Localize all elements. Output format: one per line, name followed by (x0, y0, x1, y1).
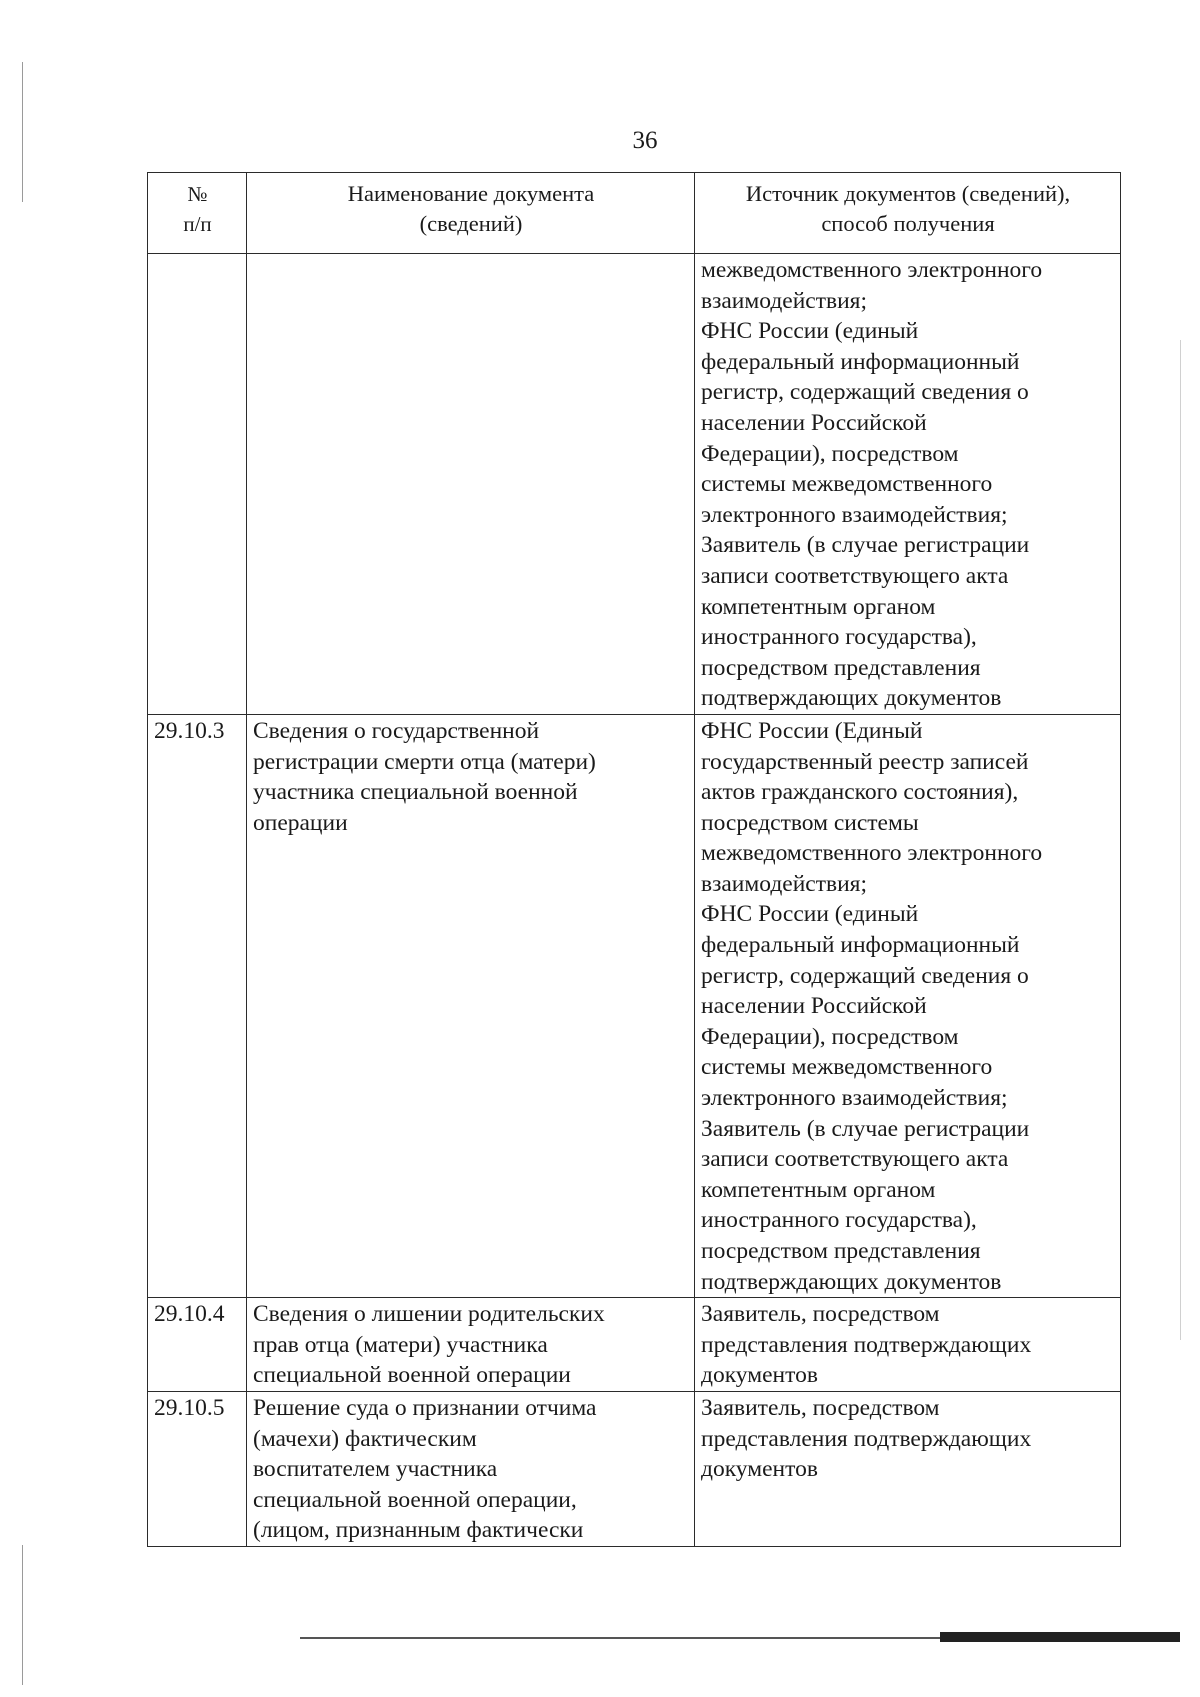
cell-line: межведомственного электронного (701, 257, 1043, 283)
scan-footer-bar (300, 1632, 1180, 1642)
row-document-name (247, 714, 695, 1297)
header-document-name (247, 173, 695, 254)
cell-line: Сведения о лишении родительских (253, 1301, 605, 1328)
row-number: 29.10.5 (148, 1391, 247, 1546)
documents-table (147, 172, 1121, 1547)
cell-line: актов гражданского состояния), (701, 779, 1019, 806)
cell-line: Федерации), посредством (701, 1023, 959, 1050)
footer-bar-thick (940, 1632, 1180, 1642)
footer-bar-thin (300, 1637, 940, 1639)
scan-margin-mark (22, 1545, 23, 1685)
cell-line: представления подтверждающих (701, 1425, 1032, 1452)
cell-line: Заявитель, посредством (701, 1301, 940, 1328)
cell-line: (мачехи) фактическим (253, 1425, 477, 1452)
cell-line: записи соответствующего акта (701, 562, 1009, 589)
cell-line: населении Российской (701, 409, 927, 436)
cell-line: Решение суда о признании отчима (253, 1394, 597, 1421)
row-source (695, 254, 1121, 715)
cell-line: взаимодействия; (701, 870, 868, 897)
table-row (148, 1391, 1121, 1546)
cell-line: Заявитель, посредством (701, 1394, 940, 1421)
cell-line: ФНС России (Единый (701, 717, 923, 744)
cell-line: иностранного государства), (701, 1207, 977, 1234)
cell-line: иностранного государства), (701, 624, 977, 651)
cell-line: регистрации смерти отца (матери) (253, 748, 596, 775)
cell-line: системы межведомственного (701, 471, 993, 498)
header-line: п/п (183, 212, 212, 236)
cell-line: специальной военной операции, (253, 1486, 577, 1513)
cell-line: операции (253, 809, 348, 836)
cell-line: подтверждающих документов (701, 1268, 1002, 1295)
row-document-name (247, 254, 695, 715)
cell-line: (лицом, признанным фактически (253, 1517, 584, 1544)
row-source (695, 714, 1121, 1297)
cell-line: системы межведомственного (701, 1054, 993, 1081)
table-row (148, 254, 1121, 715)
cell-line: представления подтверждающих (701, 1331, 1032, 1358)
cell-line: воспитателем участника (253, 1456, 498, 1483)
cell-line: Заявитель (в случае регистрации (701, 532, 1030, 559)
cell-line: регистр, содержащий сведения о (701, 379, 1029, 406)
header-line: способ получения (821, 211, 995, 236)
cell-line: ФНС России (единый (701, 901, 919, 928)
cell-line: подтверждающих документов (701, 685, 1002, 712)
header-line: № (187, 182, 208, 206)
cell-line: Заявитель (в случае регистрации (701, 1115, 1030, 1142)
header-line: (сведений) (419, 211, 523, 236)
cell-line: межведомственного электронного (701, 840, 1043, 867)
row-number: 29.10.4 (148, 1298, 247, 1392)
scan-margin-mark (1180, 340, 1181, 1340)
row-source (695, 1298, 1121, 1392)
cell-line: посредством представления (701, 1238, 981, 1264)
row-document-name (247, 1298, 695, 1392)
table-row (148, 1298, 1121, 1392)
cell-line: Сведения о государственной (253, 717, 540, 744)
cell-line: участника специальной военной (253, 779, 578, 806)
cell-line: взаимодействия; (701, 287, 868, 314)
cell-line: прав отца (матери) участника (253, 1331, 548, 1358)
header-line: Источник документов (сведений), (745, 181, 1071, 206)
header-source (695, 173, 1121, 254)
row-number (148, 254, 247, 715)
cell-line: Федерации), посредством (701, 440, 959, 467)
row-number: 29.10.3 (148, 714, 247, 1297)
cell-line: федеральный информационный (701, 348, 1020, 375)
cell-line: населении Российской (701, 993, 927, 1020)
cell-line: ФНС России (единый (701, 318, 919, 345)
table-body (148, 254, 1121, 1547)
cell-line: специальной военной операции (253, 1362, 571, 1389)
page-number: 36 (632, 127, 658, 154)
cell-line: электронного взаимодействия; (701, 501, 1008, 528)
header-line: Наименование документа (347, 181, 595, 206)
cell-line: записи соответствующего акта (701, 1146, 1009, 1173)
cell-line: документов (701, 1362, 818, 1389)
row-document-name (247, 1391, 695, 1546)
cell-line: документов (701, 1456, 818, 1483)
cell-line: государственный реестр записей (701, 748, 1029, 775)
row-source (695, 1391, 1121, 1546)
cell-line: компетентным органом (701, 593, 936, 620)
header-number (148, 173, 247, 254)
cell-line: посредством системы (701, 809, 919, 836)
cell-line: регистр, содержащий сведения о (701, 962, 1029, 989)
cell-line: посредством представления (701, 654, 981, 681)
cell-line: компетентным органом (701, 1176, 936, 1203)
cell-line: федеральный информационный (701, 932, 1020, 959)
table-header-row (148, 173, 1121, 254)
cell-line: электронного взаимодействия; (701, 1085, 1008, 1112)
table-row (148, 714, 1121, 1297)
